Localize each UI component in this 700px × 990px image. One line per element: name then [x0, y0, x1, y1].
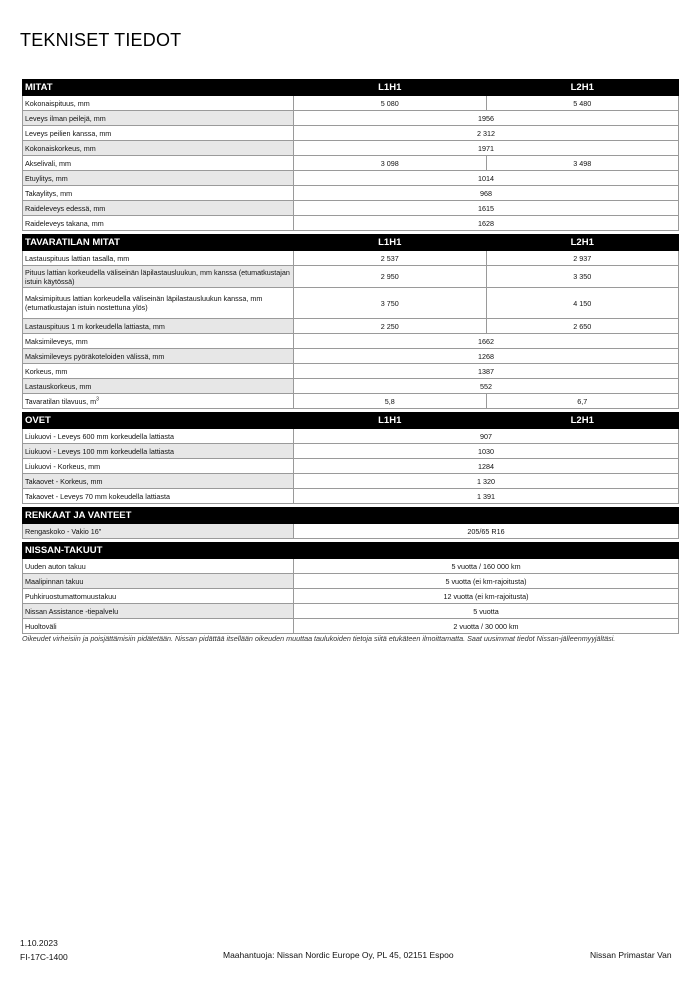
unit-superscript: 3 — [96, 396, 99, 403]
row-label-text: Takaylitys, mm — [25, 188, 73, 198]
row-label-text: Maalipinnan takuu — [25, 576, 84, 586]
row-label — [23, 216, 294, 231]
row-label — [23, 589, 294, 604]
row-label-text: Raideleveys edessä, mm — [25, 203, 106, 213]
table-row — [23, 156, 679, 171]
footer-importer: Maahantuoja: Nissan Nordic Europe Oy, PL 45, 02151 Espoo — [223, 950, 454, 960]
value-cell-shared: 205/65 R16 — [294, 524, 679, 539]
row-label-text: Liukuovi - Leveys 600 mm korkeudella lattiasta — [25, 431, 175, 441]
table-row — [23, 379, 679, 394]
row-label — [23, 429, 294, 444]
table-row — [23, 394, 679, 409]
row-label-text: Uuden auton takuu — [25, 561, 86, 571]
section-header — [23, 413, 679, 429]
row-label — [23, 201, 294, 216]
row-label-text: Takaovet - Leveys 70 mm kokeudella lattiasta — [25, 491, 171, 501]
value-cell-shared: 2 312 — [294, 126, 679, 141]
value-cell-shared: 1268 — [294, 349, 679, 364]
table-row — [23, 474, 679, 489]
section-title: MITAT — [23, 80, 294, 96]
value-cell: 3 750 — [294, 288, 487, 319]
value-cell-shared: 1615 — [294, 201, 679, 216]
value-cell-shared: 12 vuotta (ei km-rajoitusta) — [294, 589, 679, 604]
row-label-text: Kokonaispituus, mm — [25, 98, 90, 108]
row-label — [23, 474, 294, 489]
section-header — [23, 543, 679, 559]
row-label — [23, 141, 294, 156]
value-cell: 2 950 — [294, 266, 487, 288]
table-row — [23, 266, 679, 288]
table-row — [23, 141, 679, 156]
value-cell-shared: 1387 — [294, 364, 679, 379]
value-cell-shared: 968 — [294, 186, 679, 201]
table-row — [23, 251, 679, 266]
value-cell: 2 937 — [486, 251, 679, 266]
table-row — [23, 126, 679, 141]
row-label-text: Tavaratilan tilavuus, m — [25, 396, 97, 406]
page-title: TEKNISET TIEDOT — [20, 30, 182, 50]
value-cell-shared: 1956 — [294, 111, 679, 126]
row-label — [23, 349, 294, 364]
row-label — [23, 96, 294, 111]
value-cell: 3 350 — [486, 266, 679, 288]
column-header: L2H1 — [486, 80, 679, 96]
row-label-text: Rengaskoko - Vakio 16" — [25, 526, 102, 536]
table-row — [23, 524, 679, 539]
row-label-text: Nissan Assistance -tiepalvelu — [25, 606, 119, 616]
row-label — [23, 559, 294, 574]
row-label-text: Korkeus, mm — [25, 366, 68, 376]
row-label-text: Liukuovi - Korkeus, mm — [25, 461, 101, 471]
row-label — [23, 604, 294, 619]
table-row — [23, 349, 679, 364]
value-cell: 2 250 — [294, 319, 487, 334]
row-label-text: Leveys peilien kanssa, mm — [25, 128, 112, 138]
row-label-text: Lastauskorkeus, mm — [25, 381, 92, 391]
section-title: RENKAAT JA VANTEET — [23, 508, 679, 524]
value-cell-shared: 1014 — [294, 171, 679, 186]
table-row — [23, 111, 679, 126]
section-title: NISSAN-TAKUUT — [23, 543, 679, 559]
table-row — [23, 559, 679, 574]
table-row — [23, 319, 679, 334]
value-cell-shared: 5 vuotta / 160 000 km — [294, 559, 679, 574]
row-label — [23, 251, 294, 266]
row-label — [23, 459, 294, 474]
row-label — [23, 319, 294, 334]
row-label — [23, 489, 294, 504]
row-label-text: Huoltoväli — [25, 621, 57, 631]
value-cell-shared: 5 vuotta — [294, 604, 679, 619]
row-label-text: Maksimipituus lattian korkeudella väliseinän läpilastausluukun kanssa, mm (etumatkustajan istuin nostettuna ylös) — [25, 294, 263, 312]
spec-table — [22, 79, 679, 231]
row-label-text: Puhkiruostumattomuustakuu — [25, 591, 117, 601]
value-cell: 3 498 — [486, 156, 679, 171]
section-title: OVET — [23, 413, 294, 429]
row-label-text: Maksimileveys pyöräkoteloiden välissä, mm — [25, 351, 165, 361]
table-row — [23, 216, 679, 231]
footer-model-name: Nissan Primastar Van — [590, 950, 672, 960]
row-label-text: Lastauspituus lattian tasalla, mm — [25, 253, 130, 263]
column-header: L1H1 — [294, 413, 487, 429]
row-label — [23, 288, 294, 319]
table-row — [23, 619, 679, 634]
table-row — [23, 574, 679, 589]
table-row — [23, 96, 679, 111]
section-header — [23, 508, 679, 524]
row-label — [23, 334, 294, 349]
value-cell-shared: 1284 — [294, 459, 679, 474]
value-cell: 4 150 — [486, 288, 679, 319]
table-row — [23, 604, 679, 619]
footer-document-code: FI-17C-1400 — [20, 952, 68, 962]
row-label-text: Raideleveys takana, mm — [25, 218, 104, 228]
table-row — [23, 429, 679, 444]
row-label-text: Pituus lattian korkeudella väliseinän läpilastausluukun, mm kanssa (etumatkustajan istuin käytössä) — [25, 267, 290, 286]
table-row — [23, 171, 679, 186]
value-cell: 2 650 — [486, 319, 679, 334]
row-label — [23, 524, 294, 539]
table-row — [23, 288, 679, 319]
disclaimer-text: Oikeudet virheisiin ja poisjättämisiin pidätetään. Nissan pidättää itsellään oikeuden muuttaa taulukoiden tietoja siitä etukäteen ilmoittamatta. Saat uusimmat tiedot Nissan-jälleenmyyjältäsi. — [22, 634, 616, 643]
row-label — [23, 186, 294, 201]
section-header — [23, 235, 679, 251]
column-header: L1H1 — [294, 235, 487, 251]
table-row — [23, 589, 679, 604]
spec-table — [22, 542, 679, 634]
value-cell-shared: 552 — [294, 379, 679, 394]
table-row — [23, 334, 679, 349]
column-header: L2H1 — [486, 235, 679, 251]
row-label — [23, 444, 294, 459]
row-label-text: Lastauspituus 1 m korkeudella lattiasta, mm — [25, 321, 165, 331]
value-cell: 2 537 — [294, 251, 487, 266]
row-label — [23, 171, 294, 186]
row-label — [23, 394, 294, 409]
row-label — [23, 266, 294, 288]
value-cell-shared: 1628 — [294, 216, 679, 231]
row-label — [23, 126, 294, 141]
value-cell-shared: 1662 — [294, 334, 679, 349]
row-label-text: Etuylitys, mm — [25, 173, 68, 183]
spec-table — [22, 507, 679, 539]
section-title: TAVARATILAN MITAT — [23, 235, 294, 251]
row-label — [23, 111, 294, 126]
row-label-text: Maksimileveys, mm — [25, 336, 88, 346]
value-cell-shared: 1971 — [294, 141, 679, 156]
value-cell-shared: 2 vuotta / 30 000 km — [294, 619, 679, 634]
value-cell: 5 480 — [486, 96, 679, 111]
table-row — [23, 459, 679, 474]
table-row — [23, 444, 679, 459]
row-label-text: Takaovet - Korkeus, mm — [25, 476, 103, 486]
table-row — [23, 201, 679, 216]
footer-date: 1.10.2023 — [20, 938, 58, 948]
value-cell: 5 080 — [294, 96, 487, 111]
value-cell-shared: 1 391 — [294, 489, 679, 504]
row-label — [23, 619, 294, 634]
row-label — [23, 379, 294, 394]
section-header — [23, 80, 679, 96]
row-label — [23, 364, 294, 379]
table-row — [23, 364, 679, 379]
value-cell: 5,8 — [294, 394, 487, 409]
spec-table — [22, 234, 679, 409]
row-label — [23, 156, 294, 171]
spec-tables — [22, 79, 678, 637]
column-header: L2H1 — [486, 413, 679, 429]
value-cell-shared: 5 vuotta (ei km-rajoitusta) — [294, 574, 679, 589]
row-label — [23, 574, 294, 589]
row-label-text: Leveys ilman peilejä, mm — [25, 113, 106, 123]
spec-table — [22, 412, 679, 504]
value-cell: 3 098 — [294, 156, 487, 171]
column-header: L1H1 — [294, 80, 487, 96]
table-row — [23, 489, 679, 504]
value-cell-shared: 1030 — [294, 444, 679, 459]
row-label-text: Liukuovi - Leveys 100 mm korkeudella lattiasta — [25, 446, 175, 456]
table-row — [23, 186, 679, 201]
value-cell-shared: 1 320 — [294, 474, 679, 489]
row-label-text: Akselivali, mm — [25, 158, 71, 168]
value-cell-shared: 907 — [294, 429, 679, 444]
value-cell: 6,7 — [486, 394, 679, 409]
row-label-text: Kokonaiskorkeus, mm — [25, 143, 96, 153]
